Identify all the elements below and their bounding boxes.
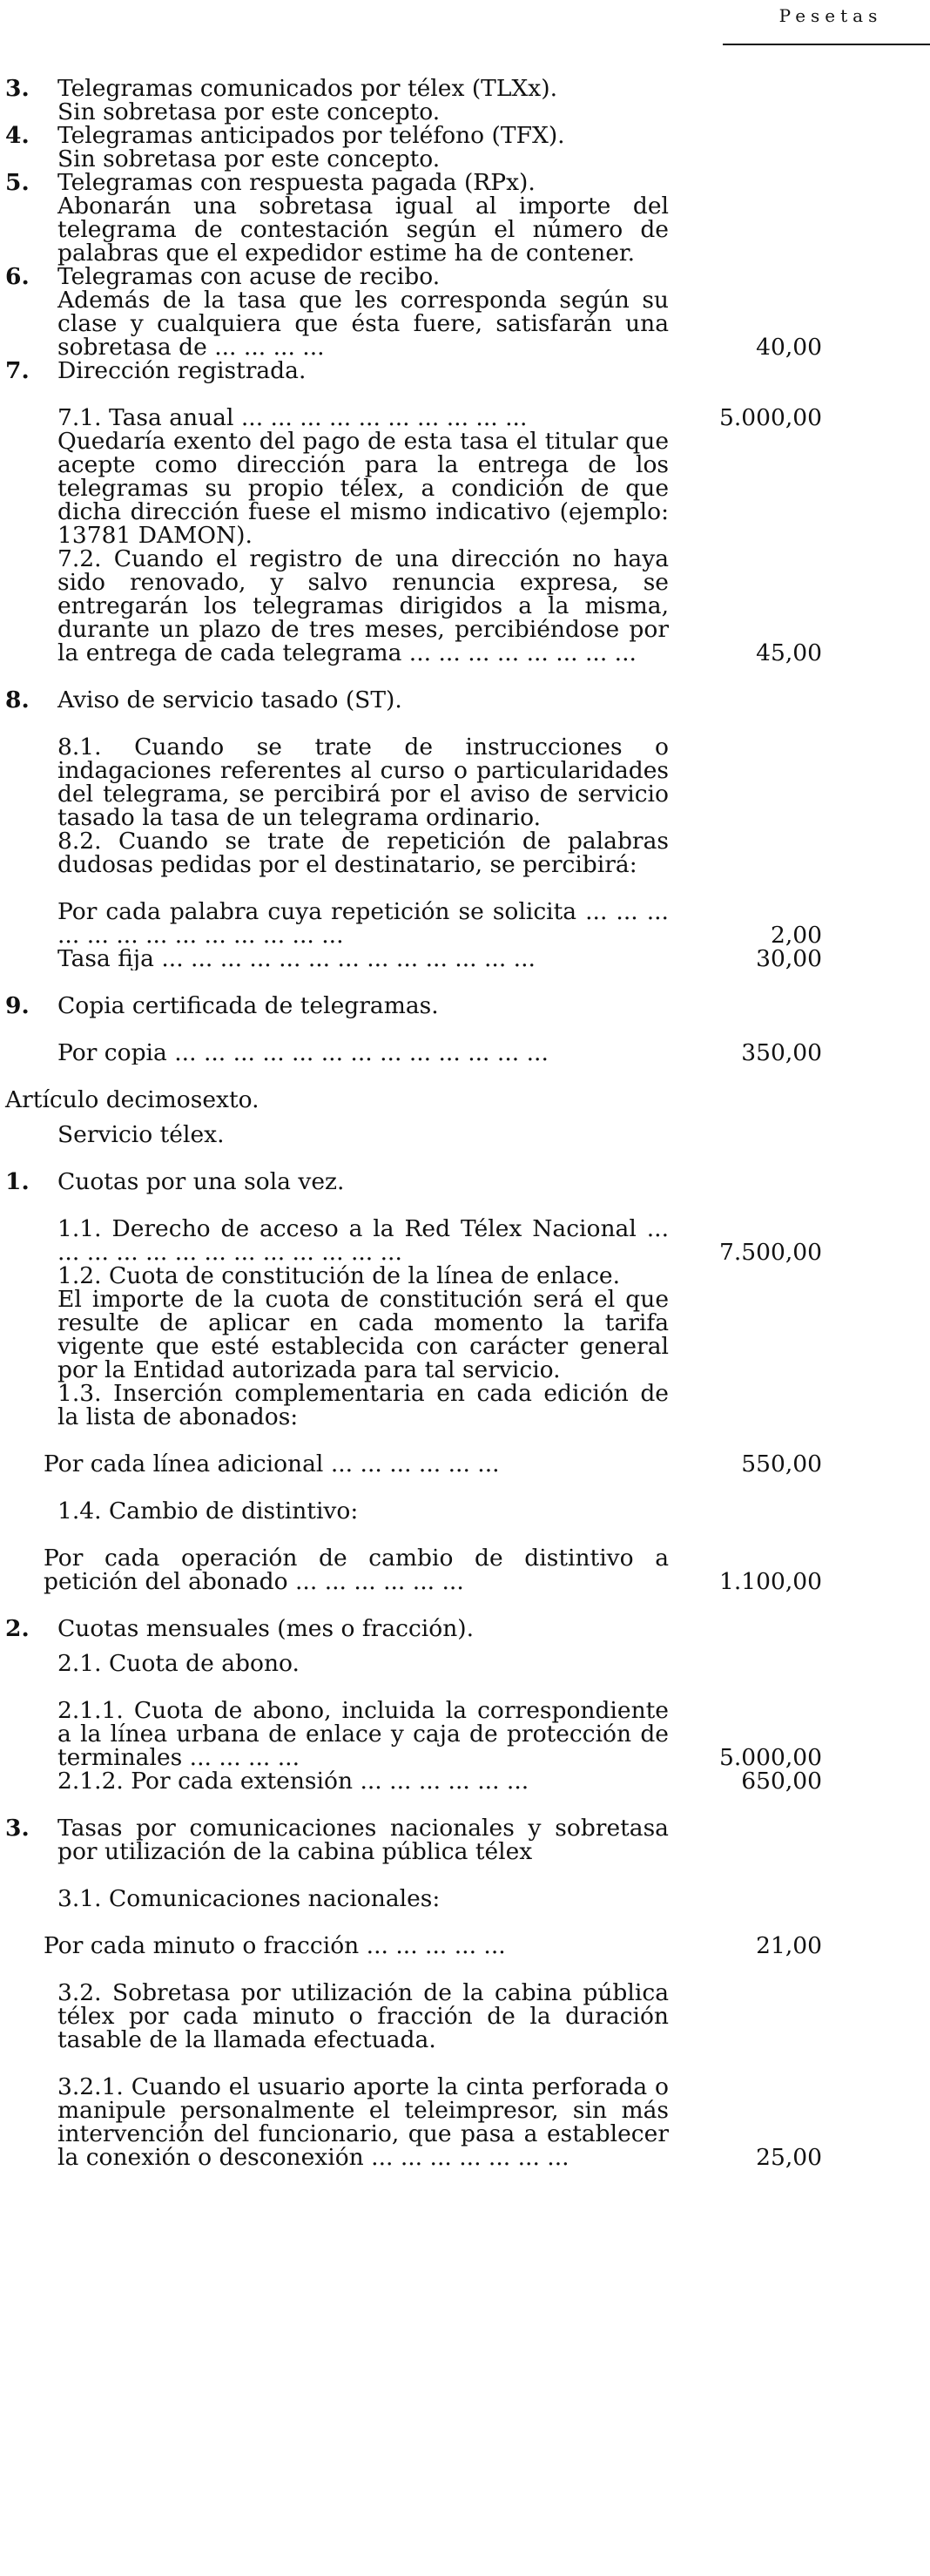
additional-line-row: Por cada línea adicional ... ... ... ... ... ... 550,00 [44,1450,822,1477]
amount: 40,00 [756,334,822,361]
item-3: 3. Telegramas comunicados por télex (TLXx). Sin sobretasa por este concepto. [5,75,558,125]
telex-3-2-1: 3.2.1. Cuando el usuario aporte la cinta perforada o manipule personalmente el teleimpresor, sin más intervención del funcionario, que pasa a establecer la conexión o desconexión ... ... ... ... ... ... ... 25,00 [57,2073,822,2171]
amount: 5.000,00 [718,1744,822,1771]
word-repetition-row: Por cada palabra cuya repetición se solicita ... ... ... ... ... ... ... ... ... ... ... ... ... 2,00 [57,898,822,949]
item-8: 8. Aviso de servicio tasado (ST). [5,686,402,713]
item-8-2: 8.2. Cuando se trate de repetición de palabras dudosas pedidas por el destinatario, se percibirá: [57,828,669,878]
item-7-2: 7.2. Cuando el registro de una dirección no haya sido renovado, y salvo renuncia expresa, se entregarán los telegramas dirigidos a la misma, durante un plazo de tres meses, percibiéndose por la entrega de cada telegrama ... ... ... ... ... ... ... ... 45,00 [57,545,822,666]
telex-3-2: 3.2. Sobretasa por utilización de la cabina pública télex por cada minuto o fracción de la duración tasable de la llamada efectuada. [57,1979,669,2053]
article-title: Artículo decimosexto. [5,1086,259,1113]
telex-2-1: 2.1. Cuota de abono. [57,1650,300,1677]
amount: 25,00 [756,2144,822,2171]
article-subtitle: Servicio télex. [57,1121,225,1148]
telex-1-1: 1.1. Derecho de acceso a la Red Télex Nacional ... ... ... ... ... ... ... ... ... ... ... ... ... 7.500,00 [57,1215,822,1266]
amount: 350,00 [741,1039,822,1066]
amount: 2,00 [770,922,822,949]
item-7-1: 7.1. Tasa anual ... ... ... ... ... ... ... ... ... ... 5.000,00 [57,404,822,431]
item-5: 5. Telegramas con respuesta pagada (RPx). Abonarán una sobretasa igual al importe del telegrama de contestación según el número de palabras que el expedidor estime ha de contener. [5,169,669,267]
item-7: 7. Dirección registrada. [5,357,307,384]
amount: 550,00 [741,1450,822,1477]
item-4: 4. Telegramas anticipados por teléfono (TFX). Sin sobretasa por este concepto. [5,122,565,172]
telex-2-1-1: 2.1.1. Cuota de abono, incluida la correspondiente a la línea urbana de enlace y caja de protección de terminales ... ... ... ... 5.000,00 [57,1697,822,1771]
item-7-1-text: Quedaría exento del pago de esta tasa el titular que acepte como dirección para la entrega de los telegramas su propio télex, a condición de que dicha dirección fuese el mismo indicativo (ejemplo: 13781 DAMON). [57,428,669,549]
header-rule [723,44,930,45]
telex-2-1-2: 2.1.2. Por cada extensión ... ... ... ... ... ... 650,00 [57,1768,822,1795]
amount: 1.100,00 [718,1568,822,1595]
amount: 30,00 [756,945,822,972]
telex-3: 3. Tasas por comunicaciones nacionales y sobretasa por utilización de la cabina pública télex [5,1815,669,1865]
fixed-fee-row: Tasa fija ... ... ... ... ... ... ... ... ... ... ... ... ... 30,00 [57,945,822,972]
telex-1-4: 1.4. Cambio de distintivo: [57,1498,359,1525]
telex-1-2-text: El importe de la cuota de constitución será el que resulte de aplicar en cada momento la tarifa vigente que esté establecida con carácter general por la Entidad autorizada para tal servicio. [57,1286,669,1383]
amount: 650,00 [741,1768,822,1795]
amount: 5.000,00 [718,404,822,431]
currency-header: Pesetas [778,5,883,26]
per-minute-row: Por cada minuto o fracción ... ... ... ... ... 21,00 [44,1932,822,1959]
telex-1-3: 1.3. Inserción complementaria en cada edición de la lista de abonados: [57,1380,669,1430]
copy-row: Por copia ... ... ... ... ... ... ... ... ... ... ... ... ... 350,00 [57,1039,822,1066]
tariff-column [0,77,930,2169]
amount: 21,00 [756,1932,822,1959]
item-9: 9. Copia certificada de telegramas. [5,992,439,1019]
telex-1-2: 1.2. Cuota de constitución de la línea de enlace. [57,1262,621,1289]
item-8-1: 8.1. Cuando se trate de instrucciones o indagaciones referentes al curso o particularidades del telegrama, se percibirá por el aviso de servicio tasado la tasa de un telegrama ordinario. [57,734,669,831]
amount: 7.500,00 [718,1239,822,1266]
telex-3-1: 3.1. Comunicaciones nacionales: [57,1885,441,1912]
telex-1: 1. Cuotas por una sola vez. [5,1168,345,1195]
change-code-row: Por cada operación de cambio de distintivo a petición del abonado ... ... ... ... ... ... 1.100,00 [44,1545,822,1595]
item-6: 6. Telegramas con acuse de recibo. Además de la tasa que les corresponda según su clase y cualquiera que ésta fuere, satisfarán una sobretasa de ... ... ... ... 40,00 [5,263,822,361]
amount: 45,00 [756,639,822,666]
telex-2: 2. Cuotas mensuales (mes o fracción). [5,1615,475,1642]
